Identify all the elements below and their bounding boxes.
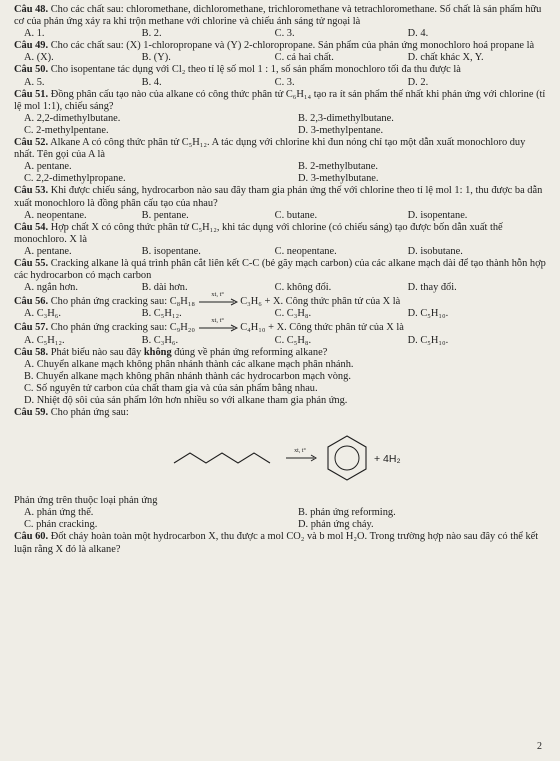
option-a: A. phản ứng thế.: [24, 507, 94, 519]
question-text: Đốt cháy hoàn toàn một hydrocarbon X, thu được a mol CO₂ và b mol H₂O. Trong trường hợp nào sau đây có thể kết luận rằng X đó là alkane?: [14, 531, 539, 555]
option-d: D. chất khác X, Y.: [407, 52, 484, 64]
question-56: [14, 290, 546, 308]
statement-a: A. Chuyển alkane mạch không phân nhánh thành các alkane mạch phân nhánh.: [24, 358, 354, 370]
arrow-icon: [198, 323, 238, 333]
options-53: [14, 210, 546, 222]
question-emphasis: không: [143, 346, 172, 358]
option-a: A. 2,2-dimethylbutane.: [24, 112, 121, 124]
option-d: D. 2.: [407, 76, 429, 88]
option-a: A. C₅H₁₂.: [24, 334, 65, 346]
option-c: C. 3.: [274, 76, 295, 88]
option-b: B. phản ứng reforming.: [298, 507, 396, 519]
question-57: [14, 317, 546, 334]
option-b: B. 2-methylbutane.: [298, 161, 378, 173]
question-text: Cho isopentane tác dụng với Cl₂ theo tỉ lệ số mol 1 : 1, số sản phẩm monochloro tối đa thu được là: [50, 64, 461, 76]
benzene-circle: [335, 446, 359, 470]
option-b: B. dài hơn.: [141, 282, 188, 294]
question-53: [14, 185, 546, 209]
option-d: D. C₅H₁₀.: [407, 308, 449, 320]
options-57: [14, 335, 546, 347]
option-b: B. pentane.: [141, 209, 189, 221]
option-b: B. 4.: [141, 76, 162, 88]
heptane-skeleton: [174, 453, 270, 463]
option-b: B. isopentane.: [141, 245, 201, 257]
benzene-ring: [328, 436, 366, 480]
option-a: A. neopentane.: [24, 209, 87, 221]
option-a: A. pentane.: [24, 245, 72, 257]
question-number: Câu 60.: [14, 531, 49, 543]
question-text-post: đúng về phản ứng reforming alkane?: [174, 346, 328, 358]
options-51-row2: [14, 125, 546, 137]
option-d: D. 3-methylpentane.: [298, 124, 384, 136]
product-tail: + 4H₂: [374, 453, 401, 466]
question-text: Khi được chiếu sáng, hydrocarbon nào sau đây tham gia phản ứng thế với chlorine theo tỉ lệ mol 1: 1, thu được ba dẫn xuất monochloro là đồng phân cấu tạo của nhau?: [14, 185, 543, 209]
question-text-pre: Cho phản ứng cracking sau: C₉H₂₀: [50, 322, 196, 334]
option-a: A. ngắn hơn.: [24, 282, 78, 294]
option-d: D. 4.: [407, 28, 429, 40]
question-number: Câu 57.: [14, 322, 49, 334]
option-a: A. (X).: [24, 52, 54, 64]
question-48: [14, 4, 546, 28]
question-text: Đồng phân cấu tạo nào của alkane có công thức phân tử C₆H₁₄ tạo ra ít sản phẩm thế nhất khi phản ứng với chlorine (tỉ lệ mol 1:1), chiếu sáng?: [14, 88, 546, 112]
reaction-scheme: [14, 423, 546, 487]
question-text: Hợp chất X có công thức phân tử C₅H₁₂, khi tác dụng với chlorine (có chiếu sáng) tạo được bốn dẫn xuất thế monochloro. X là: [14, 221, 503, 245]
option-a: A. pentane.: [24, 161, 72, 173]
question-60: [14, 531, 546, 555]
question-text: Cho các chất sau: chloromethane, dichloromethane, trichloromethane và tetrachloromethane. Số chất là sản phẩm hữu cơ của phản ứng xảy ra khi trộn methane với chlorine và chiếu ánh sáng tử ngoại là: [14, 4, 542, 28]
statement-b: B. Chuyển alkane mạch không phân nhánh thành các hydrocarbon mạch vòng.: [24, 370, 351, 382]
question-49: [14, 40, 546, 52]
question-51: [14, 89, 546, 113]
statement-d: D. Nhiệt độ sôi của sản phẩm lớn hơn nhiều so với alkane tham gia phản ứng.: [24, 395, 348, 406]
option-c: C. C₃H₈.: [274, 308, 312, 320]
option-c: C. butane.: [274, 209, 318, 221]
option-c: C. 2,2-dimethylpropane.: [24, 173, 126, 185]
option-b: B. C₃H₆.: [141, 334, 179, 346]
options-59-row1: [14, 507, 546, 519]
option-c: C. phản cracking.: [24, 519, 98, 531]
page-number: 2: [537, 740, 542, 752]
question-59: [14, 407, 546, 419]
option-d: D. isobutane.: [407, 245, 463, 257]
statement-c: C. Số nguyên tử carbon của chất tham gia và của sản phẩm bằng nhau.: [24, 382, 318, 394]
question-number: Câu 48.: [14, 4, 49, 15]
question-number: Câu 53.: [14, 185, 49, 197]
option-a: A. C₃H₆.: [24, 308, 61, 320]
arrow-condition: xt, t°: [294, 448, 306, 455]
options-52-row2: [14, 173, 546, 185]
options-55: [14, 282, 546, 294]
question-text-pre: Cho phản ứng cracking sau: C₈H₁₈: [50, 296, 196, 308]
question-54: [14, 222, 546, 246]
question-number: Câu 56.: [14, 296, 49, 308]
option-b: B. 2.: [141, 28, 162, 40]
question-number: Câu 55.: [14, 257, 49, 269]
question-text: Alkane A có công thức phân tử C₅H₁₂. A tác dụng với chlorine khi đun nóng chỉ tạo một dẫn xuất monochloro duy nhất. Tên gọi của A là: [14, 137, 526, 161]
question-text-pre: Phát biểu nào sau đây: [50, 346, 142, 358]
question-text-post: C₄H₁₀ + X. Công thức phân tử của X là: [240, 322, 404, 334]
option-d: D. isopentane.: [407, 209, 468, 221]
option-d: D. thay đổi.: [407, 282, 457, 294]
arrow-condition: xt, t°: [211, 317, 224, 325]
option-c: C. 2-methylpentane.: [24, 124, 109, 136]
reaction-arrow: [198, 290, 238, 307]
options-48: [14, 28, 546, 40]
option-a: A. 5.: [24, 76, 45, 88]
question-52: [14, 137, 546, 161]
question-text: Cho các chất sau: (X) 1-chloropropane và (Y) 2-chloropropane. Sản phẩm của phản ứng monochloro hoá propane là: [50, 40, 535, 52]
option-b: B. (Y).: [141, 52, 171, 64]
option-c: C. không đổi.: [274, 282, 332, 294]
option-c: C. neopentane.: [274, 245, 337, 257]
question-number: Câu 58.: [14, 346, 49, 358]
options-54: [14, 246, 546, 258]
option-c: C. cả hai chất.: [274, 52, 334, 64]
options-50: [14, 77, 546, 89]
question-number: Câu 54.: [14, 221, 49, 233]
question-number: Câu 49.: [14, 40, 49, 52]
reforming-diagram: [164, 423, 424, 487]
option-c: C. C₅H₈.: [274, 334, 312, 346]
option-d: D. 3-methylbutane.: [298, 173, 379, 185]
options-49: [14, 52, 546, 64]
option-d: D. C₅H₁₀.: [407, 334, 449, 346]
options-56: [14, 308, 546, 320]
arrow-condition: xt, t°: [211, 290, 224, 298]
question-58: [14, 347, 546, 359]
question-number: Câu 50.: [14, 64, 49, 76]
option-b: B. C₅H₁₂.: [141, 308, 182, 320]
question-55: [14, 258, 546, 282]
question-text: Cracking alkane là quá trình phân cắt liên kết C-C (bẻ gãy mạch carbon) của các alkane mạch dài để tạo thành hỗn hợp các hydrocarbon có mạch carbon: [14, 257, 546, 282]
question-number: Câu 59.: [14, 407, 49, 419]
option-b: B. 2,3-dimethylbutane.: [298, 112, 394, 124]
question-59-prompt: Phản ứng trên thuộc loại phản ứng: [14, 495, 158, 507]
question-number: Câu 52.: [14, 137, 49, 149]
options-59-row2: [14, 519, 546, 531]
question-text-post: C₃H₆ + X. Công thức phân tử của X là: [240, 296, 401, 308]
options-52-row1: [14, 161, 546, 173]
arrow-icon: [198, 297, 238, 307]
question-number: Câu 51.: [14, 88, 49, 100]
question-text: Cho phản ứng sau:: [50, 407, 129, 419]
reaction-arrow: [198, 317, 238, 333]
option-c: C. 3.: [274, 28, 295, 40]
question-50: [14, 64, 546, 76]
option-d: D. phản ứng cháy.: [298, 519, 374, 531]
options-51-row1: [14, 113, 546, 125]
option-a: A. 1.: [24, 28, 45, 40]
